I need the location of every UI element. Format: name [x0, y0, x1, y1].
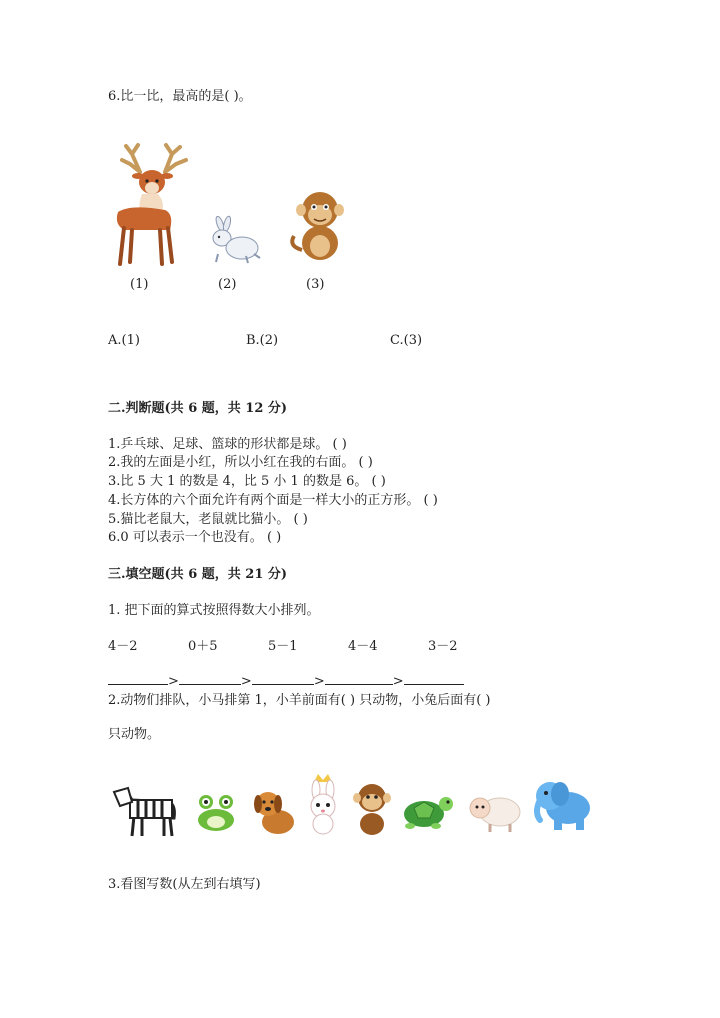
expression-4: 4－4 — [348, 639, 378, 654]
sheep-icon — [466, 790, 524, 834]
section2-title: 二.判断题(共 6 题，共 12 分) — [108, 401, 288, 416]
expression-2: 0＋5 — [188, 639, 218, 654]
expression-1: 4－2 — [108, 639, 138, 654]
greater-than: > — [168, 674, 179, 689]
caption-3: (3) — [306, 277, 325, 292]
option-c: C.(3) — [390, 333, 423, 348]
caption-2: (2) — [218, 277, 237, 292]
judge-item-5: 5.猫比老鼠大，老鼠就比猫小。 ( ) — [108, 512, 308, 527]
caption-1: (1) — [130, 277, 149, 292]
ordering-blanks[interactable] — [108, 672, 464, 691]
fill-q2-line1: 2.动物们排队，小马排第 1，小羊前面有( ) 只动物，小兔后面有( ) — [108, 693, 491, 708]
answer-blank[interactable] — [179, 672, 241, 685]
monkey-icon — [288, 188, 348, 264]
fill-q1-prompt: 1. 把下面的算式按照得数大小排列。 — [108, 603, 320, 618]
option-a: A.(1) — [108, 333, 140, 348]
judge-item-1: 1.乒乓球、足球、篮球的形状都是球。 ( ) — [108, 437, 347, 452]
deer-icon — [110, 142, 195, 267]
dog-icon — [250, 786, 298, 836]
frog-icon — [194, 792, 238, 832]
judge-item-3: 3.比 5 大 1 的数是 4，比 5 小 1 的数是 6。 ( ) — [108, 474, 386, 489]
fill-q2-line2: 只动物。 — [108, 727, 161, 742]
fill-q3-text: 3.看图写数(从左到右填写) — [108, 877, 261, 892]
answer-blank[interactable] — [108, 672, 168, 685]
judge-item-4: 4.长方体的六个面允许有两个面是一样大小的正方形。 ( ) — [108, 493, 438, 508]
judge-item-2: 2.我的左面是小红，所以小红在我的右面。 ( ) — [108, 455, 373, 470]
monkey2-icon — [350, 780, 394, 836]
answer-blank[interactable] — [325, 672, 393, 685]
section3-title: 三.填空题(共 6 题，共 21 分) — [108, 567, 288, 582]
expression-5: 3－2 — [428, 639, 458, 654]
turtle-icon — [400, 790, 454, 830]
rabbit-icon — [208, 218, 263, 266]
greater-than: > — [313, 674, 325, 689]
greater-than: > — [392, 674, 404, 689]
option-b: B.(2) — [246, 333, 279, 348]
elephant-icon — [532, 776, 594, 832]
answer-blank[interactable] — [252, 672, 314, 685]
expression-3: 5－1 — [268, 639, 298, 654]
zebra-icon — [112, 784, 180, 838]
bunny-icon — [306, 772, 340, 836]
judge-item-6: 6.0 可以表示一个也没有。 ( ) — [108, 530, 282, 545]
answer-blank[interactable] — [404, 672, 464, 685]
greater-than: > — [240, 674, 252, 689]
q6-question: 6.比一比，最高的是( )。 — [108, 89, 252, 104]
